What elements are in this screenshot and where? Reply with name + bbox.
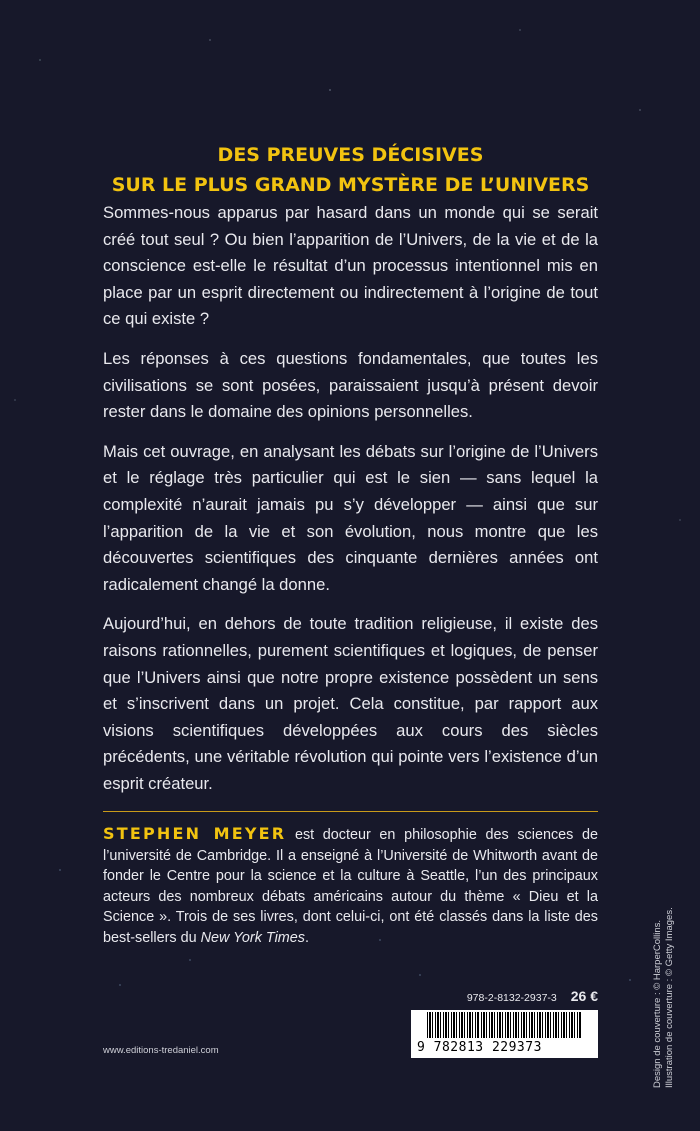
blurb-paragraph: Aujourd’hui, en dehors de toute tradition religieuse, il existe des raisons rationnelles, purement scientifiques et logiques, de penser que l’Univers ainsi que notre propre existence possèdent un sens et s’inscrivent dans un projet. Cela constitue, par rapport aux visions scientifiques développées aux cours des siècles précédents, une véritable révolution qui pointe vers l’existence d’un esprit créateur. bbox=[103, 614, 598, 793]
headline-line-1: DES PREUVES DÉCISIVES bbox=[217, 144, 484, 166]
blurb-paragraph: Les réponses à ces questions fondamentales, que toutes les civilisations se sont posées, paraissaient jusqu’à présent devoir rester dans le domaine des opinions personnelles. bbox=[103, 348, 598, 422]
isbn: 978-2-8132-2937-3 bbox=[466, 991, 557, 1004]
author-bio-italic: New York Times bbox=[200, 929, 305, 946]
barcode-digits: 9 782813 229373 bbox=[417, 1039, 542, 1055]
isbn-block bbox=[411, 988, 598, 1058]
barcode-bars-left bbox=[427, 1012, 479, 1038]
blurb-paragraph: Mais cet ouvrage, en analysant les débats sur l’origine de l’Univers et le réglage très particulier qui est le sien — sans lequel la complexité n’aurait jamais pu s’y développer — ainsi que sur l’apparition de la vie et son évolution, nous montre que les découvertes scientifiques des cinquante dernières années ont radicalement changé la donne. bbox=[103, 441, 598, 594]
price: 26 € bbox=[570, 987, 598, 1004]
back-cover-column bbox=[103, 140, 598, 1078]
illustration-credit: Illustration de couverture : © Getty Images. bbox=[664, 907, 675, 1088]
publisher-website: www.editions-tredaniel.com bbox=[103, 1044, 219, 1056]
author-bio-text: est docteur en philosophie des sciences de l’université de Cambridge. Il a enseigné à l’Université de Whitworth avant de fonder le Centre pour la science et la culture à Seattle, l’un des principaux acteurs des nombreux débats américains autour du thème « Dieu et la Science ». Trois de ses livres, dont celui-ci, ont été classés dans la liste des best-sellers du bbox=[103, 827, 598, 946]
divider bbox=[103, 811, 598, 812]
blurb-paragraph: Sommes-nous apparus par hasard dans un monde qui se serait créé tout seul ? Ou bien l’apparition de l’Univers, de la vie et de la conscience est-elle le résultat d’un processus intentionnel mis en place par un esprit directement ou indirectement à l’origine de tout ce qui existe ? bbox=[103, 203, 598, 329]
author-bio-end: . bbox=[304, 929, 309, 946]
headline-line-2: SUR LE PLUS GRAND MYSTÈRE DE L’UNIVERS bbox=[111, 174, 590, 196]
author-bio bbox=[103, 824, 598, 947]
barcode bbox=[411, 1010, 598, 1058]
design-credit: Design de couverture : © HarperCollins. bbox=[652, 919, 663, 1088]
author-name: STEPHEN MEYER bbox=[103, 824, 287, 844]
bottom-row bbox=[103, 988, 598, 1058]
cover-credits bbox=[652, 907, 676, 1088]
headline bbox=[100, 140, 601, 200]
barcode-bars-right bbox=[481, 1012, 581, 1038]
blurb bbox=[103, 200, 598, 797]
